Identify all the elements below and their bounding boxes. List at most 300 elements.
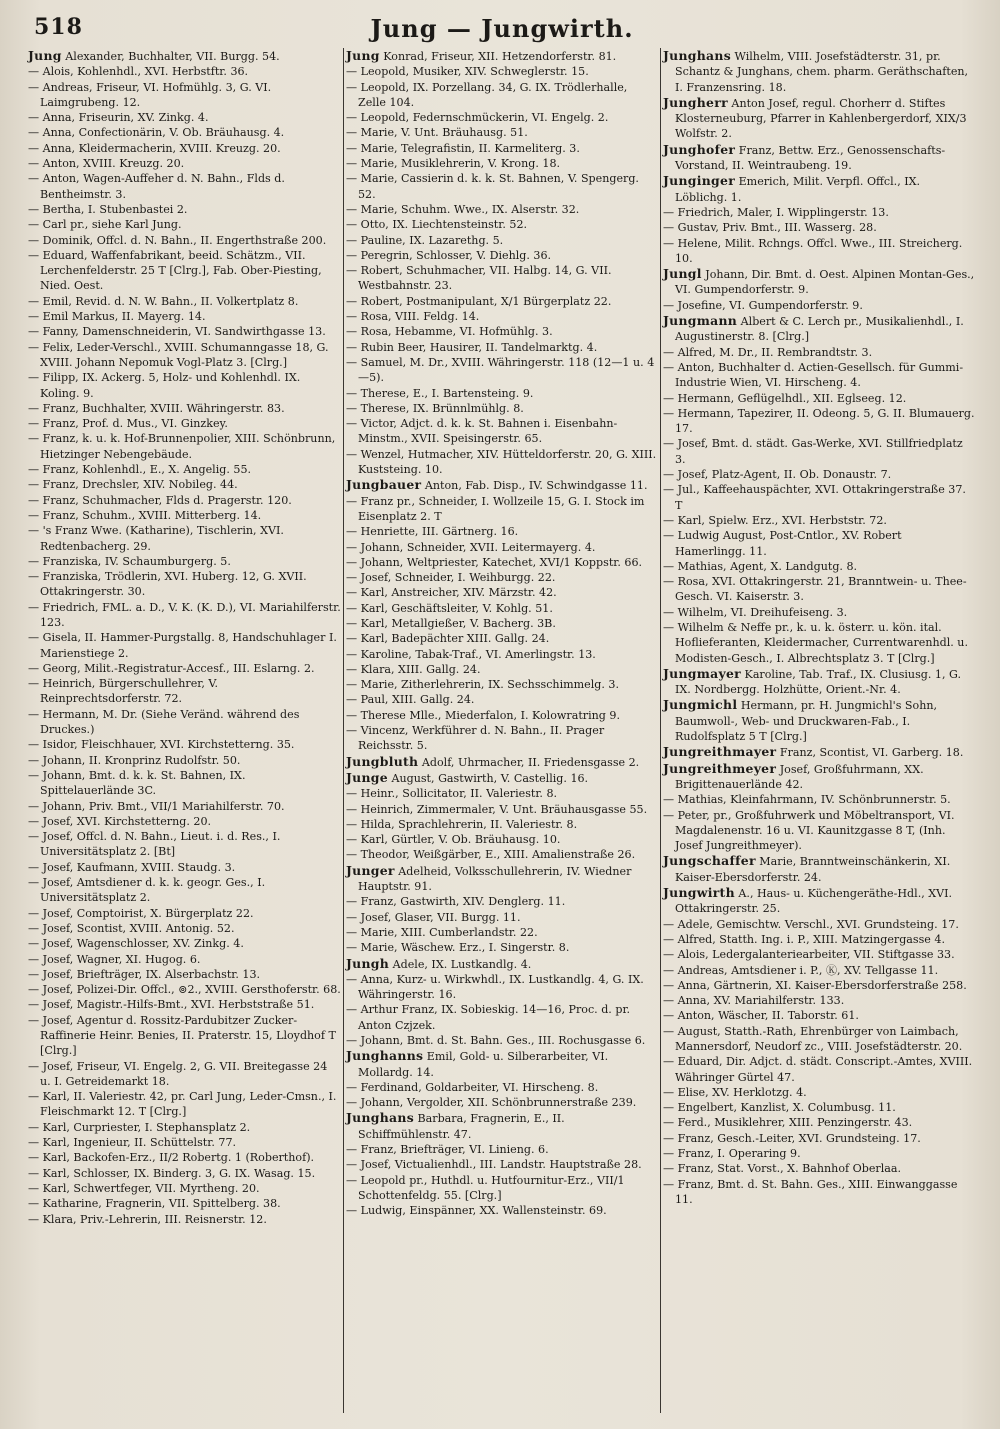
entry-text: — Georg, Milit.-Registratur-Accesf., III. Eslarng. 2. <box>28 661 315 675</box>
entry-surname: Junghanns <box>346 1048 424 1064</box>
entry-text: — Anna, Kleidermacherin, XVIII. Kreuzg. 20. <box>28 141 281 155</box>
entry-text: Franz, Bettw. Erz., Genossenschafts-Vorstand, II. Weintraubeng. 19. <box>675 143 946 173</box>
directory-entry <box>28 1181 341 1196</box>
entry-text: — Pauline, IX. Lazarethg. 5. <box>346 233 504 247</box>
entry-surname: Junghans <box>663 48 731 63</box>
entry-text: — Arthur Franz, IX. Sobieskig. 14—16, Proc. d. pr. Anton Czjzek. <box>346 1003 631 1032</box>
entry-text: — Wenzel, Hutmacher, XIV. Hütteldorferstr. 20, G. XIII. Kuststeing. 10. <box>346 447 657 477</box>
entry-text: — Paul, XIII. Gallg. 24. <box>346 693 475 707</box>
entry-text: — Karl, Schlosser, IX. Binderg. 3, G. IX. Wasag. 15. <box>28 1166 316 1180</box>
entry-text: — Filipp, IX. Ackerg. 5, Holz- und Kohlenhdl. IX. Koling. 9. <box>28 371 301 400</box>
entry-text: — Josef, Platz-Agent, II. Ob. Donaustr. 7. <box>663 468 892 482</box>
entry-text: — Ludwig, Einspänner, XX. Wallensteinstr. 69. <box>346 1204 607 1218</box>
directory-entry <box>28 982 341 997</box>
entry-text: — Engelbert, Kanzlist, X. Columbusg. 11. <box>663 1101 896 1115</box>
entry-text: — Josef, Comptoirist, X. Bürgerplatz 22. <box>28 906 254 920</box>
entry-text: Alexander, Buchhalter, VII. Burgg. 54. <box>61 50 280 63</box>
directory-entry <box>28 707 341 738</box>
entry-text: — Josef, Schneider, I. Weihburgg. 22. <box>346 571 556 585</box>
entry-text: — Josef, Wagenschlosser, XV. Zinkg. 4. <box>28 937 244 951</box>
entry-surname: Jungmayer <box>663 665 741 681</box>
directory-entry <box>346 662 658 677</box>
directory-entry <box>346 110 658 125</box>
directory-entry <box>346 647 658 662</box>
entry-text: — Gisela, II. Hammer-Purgstallg. 8, Handschuhlager I. Marienstiege 2. <box>28 631 337 660</box>
entry-text: — Ferdinand, Goldarbeiter, VI. Hirscheng. 8. <box>346 1080 599 1094</box>
entry-text: — Mathias, Agent, X. Landgutg. 8. <box>663 559 858 573</box>
entry-text: — Johann, II. Kronprinz Rudolfstr. 50. <box>28 753 241 767</box>
page-title: Jung — Jungwirth. <box>370 14 634 43</box>
directory-entry <box>663 559 975 574</box>
entry-text: — Anton, Buchhalter d. Actien-Gesellsch. für Gummi-Industrie Wien, VI. Hirscheng. 4. <box>663 360 964 390</box>
directory-entry <box>346 386 658 401</box>
entry-text: — Leopold, IX. Porzellang. 34, G. IX. Trödlerhalle, Zelle 104. <box>346 80 628 109</box>
entry-text: — August, Statth.-Rath, Ehrenbürger von Laimbach, Mannersdorf, Neudorf zc., VIII. Josefstädterstr. 20. <box>663 1024 963 1053</box>
entry-text: — Rubin Beer, Hausirer, II. Tandelmarktg. 4. <box>346 340 598 354</box>
entry-text: — Samuel, M. Dr., XVIII. Währingerstr. 118 (12—1 u. 4—5). <box>346 355 655 385</box>
directory-entry <box>28 921 341 936</box>
entry-text: — Josef, Scontist, XVIII. Antonig. 52. <box>28 921 235 935</box>
entry-text: — Franz pr., Schneider, I. Wollzeile 15, G. I. Stock im Eisenplatz 2. T <box>346 494 645 523</box>
directory-entry <box>663 236 975 267</box>
directory-entry <box>663 697 975 744</box>
entry-text: — Josef, XVI. Kirchstetterng. 20. <box>28 814 212 828</box>
entry-text: — Peter, pr., Großfuhrwerk und Möbeltransport, VI. Magdalenenstr. 16 u. VI. Kaunitzgasse 8 T, (Inh. Josef Jungreithmeyer). <box>663 808 955 853</box>
directory-entry <box>346 125 658 140</box>
entry-text: — Josef, Friseur, VI. Engelg. 2, G. VII. Breitegasse 24 u. I. Getreidemarkt 18. <box>28 1059 328 1088</box>
entry-text: — Emil, Revid. d. N. W. Bahn., II. Volkertplatz 8. <box>28 294 299 308</box>
directory-entry <box>28 569 341 600</box>
directory-entry <box>663 993 975 1008</box>
entry-text: Marie, Branntweinschänkerin, XI. Kaiser-Ebersdorferstr. 24. <box>675 855 951 884</box>
directory-entry <box>346 601 658 616</box>
directory-entry <box>346 754 658 770</box>
column-3 <box>660 48 977 1413</box>
entry-text: — Otto, IX. Liechtensteinstr. 52. <box>346 218 528 232</box>
directory-entry <box>663 436 975 467</box>
directory-entry <box>28 1212 341 1227</box>
entry-text: — Heinrich, Bürgerschullehrer, V. Reinprechtsdorferstr. 72. <box>28 677 218 706</box>
entry-text: — Karl, Spielw. Erz., XVI. Herbststr. 72. <box>663 513 887 527</box>
directory-entry <box>28 248 341 294</box>
entry-text: — Karl, Backofen-Erz., II/2 Robertg. 1 (Roberthof). <box>28 1151 315 1165</box>
directory-entry <box>28 508 341 523</box>
entry-text: — Johann, Bmt. d. St. Bahn. Ges., III. Rochusgasse 6. <box>346 1034 646 1047</box>
directory-entry <box>346 217 658 232</box>
directory-entry <box>346 910 658 925</box>
entry-text: — Leopold pr., Huthdl. u. Hutfournitur-Erz., VII/1 Schottenfeldg. 55. [Clrg.] <box>346 1173 625 1202</box>
entry-text: — Alfred, M. Dr., II. Rembrandtstr. 3. <box>663 345 873 359</box>
directory-entry <box>28 493 341 508</box>
entry-text: — Karoline, Tabak-Traf., VI. Amerlingstr. 13. <box>346 647 596 661</box>
entry-text: — Fanny, Damenschneiderin, VI. Sandwirthgasse 13. <box>28 325 326 339</box>
directory-entry <box>346 156 658 171</box>
directory-entry <box>663 406 975 437</box>
directory-entry <box>28 676 341 707</box>
entry-text: — Josef, Offcl. d. N. Bahn., Lieut. i. d. Res., I. Universitätsplatz 2. [Bt] <box>28 830 281 859</box>
entry-surname: Junghans <box>346 1110 414 1126</box>
entry-text: — Victor, Adjct. d. k. k. St. Bahnen i. Eisenbahn-Minstm., XVII. Speisingerstr. 65. <box>346 417 618 446</box>
directory-entry <box>346 447 658 478</box>
directory-entry <box>663 620 975 666</box>
directory-entry <box>28 952 341 967</box>
entry-text: — Johann, Priv. Bmt., VII/1 Mariahilferstr. 70. <box>28 799 285 813</box>
directory-entry <box>28 753 341 768</box>
entry-text: A., Haus- u. Küchengeräthe-Hdl., XVI. Ottakringerstr. 25. <box>675 887 953 916</box>
entry-text: — Franz, k. u. k. Hof-Brunnenpolier, XIII. Schönbrunn, Hietzinger Nebengebäude. <box>28 432 336 461</box>
directory-entry <box>346 494 658 525</box>
directory-entry <box>346 692 658 707</box>
directory-entry <box>663 482 975 513</box>
directory-entry <box>28 860 341 875</box>
entry-text: — Johann, Bmt. d. k. k. St. Bahnen, IX. Spittelauerlände 3C. <box>28 768 246 798</box>
entry-text: — Anna, Kurz- u. Wirkwhdl., IX. Lustkandlg. 4, G. IX. Währingerstr. 16. <box>346 972 644 1002</box>
directory-entry <box>28 462 341 477</box>
entry-text: — Emil Markus, II. Mayerg. 14. <box>28 310 206 324</box>
entry-text: — Franz, Buchhalter, XVIII. Währingerstr. 83. <box>28 401 285 415</box>
directory-entry <box>346 202 658 217</box>
entry-text: — Karl, Geschäftsleiter, V. Kohlg. 51. <box>346 601 553 615</box>
entry-text: — Ferd., Musiklehrer, XIII. Penzingerstr. 43. <box>663 1116 913 1130</box>
directory-entry <box>663 345 975 360</box>
entry-text: — Franz, Briefträger, VI. Linieng. 6. <box>346 1143 549 1157</box>
entry-text: — Theodor, Weißgärber, E., XIII. Amalienstraße 26. <box>346 848 636 862</box>
directory-entry <box>663 744 975 760</box>
directory-entry <box>28 477 341 492</box>
directory-entry <box>346 585 658 600</box>
directory-entry <box>346 1142 658 1157</box>
entry-text: — Franz, Schuhmacher, Flds d. Pragerstr. 120. <box>28 493 292 507</box>
entry-text: Johann, Dir. Bmt. d. Oest. Alpinen Montan-Ges., VI. Gumpendorferstr. 9. <box>675 268 975 297</box>
entry-text: — Heinrich, Zimmermaler, V. Unt. Bräuhausgasse 55. <box>346 802 648 816</box>
entry-surname: Jungreithmayer <box>663 744 777 760</box>
directory-entry <box>346 570 658 585</box>
directory-entry <box>663 360 975 391</box>
directory-entry <box>28 80 341 111</box>
entry-text: — Josef, Briefträger, IX. Alserbachstr. 13. <box>28 967 261 981</box>
entry-text: — Josef, Polizei-Dir. Offcl., ⊚2., XVIII. Gersthoferstr. 68. <box>28 983 341 997</box>
entry-text: — Therese Mlle., Miederfalon, I. Kolowratring 9. <box>346 708 620 722</box>
directory-entry <box>28 1150 341 1165</box>
directory-entry <box>28 64 341 79</box>
directory-entry <box>28 661 341 676</box>
entry-text: — Franz, Gesch.-Leiter, XVI. Grundsteing. 17. <box>663 1131 921 1145</box>
directory-entry <box>663 978 975 993</box>
entry-text: Hermann, pr. H. Jungmichl's Sohn, Baumwoll-, Web- und Druckwaren-Fab., I. Rudolfsplatz 5 T [Clrg.] <box>675 699 938 744</box>
directory-entry <box>28 294 341 309</box>
directory-entry <box>346 324 658 339</box>
entry-text: — Josef, Wagner, XI. Hugog. 6. <box>28 952 201 966</box>
directory-entry <box>346 355 658 386</box>
directory-entry <box>663 313 975 345</box>
entry-text: — Josef, Kaufmann, XVIII. Staudg. 3. <box>28 860 236 874</box>
directory-entry <box>28 1166 341 1181</box>
directory-entry <box>28 997 341 1012</box>
entry-text: — Vincenz, Werkführer d. N. Bahn., II. Prager Reichsstr. 5. <box>346 724 605 753</box>
entry-text: — Marie, Schuhm. Wwe., IX. Alserstr. 32. <box>346 202 580 216</box>
entry-text: — Karl, Ingenieur, II. Schüttelstr. 77. <box>28 1136 237 1150</box>
directory-entry <box>28 737 341 752</box>
directory-entry <box>663 467 975 482</box>
entry-text: — Rosa, VIII. Feldg. 14. <box>346 310 480 324</box>
entry-surname: Junge <box>346 769 388 785</box>
directory-entry <box>346 770 658 786</box>
entry-text: — Peregrin, Schlosser, V. Diehlg. 36. <box>346 248 552 262</box>
directory-entry <box>346 294 658 309</box>
entry-text: Albert & C. Lerch pr., Musikalienhdl., I. Augustinerstr. 8. [Clrg.] <box>675 315 964 344</box>
directory-entry <box>663 95 975 142</box>
entry-text: — Hermann, M. Dr. (Siehe Veränd. während des Druckes.) <box>28 707 300 737</box>
entry-text: — Rosa, Hebamme, VI. Hofmühlg. 3. <box>346 325 553 339</box>
directory-entry <box>28 799 341 814</box>
entry-text: — Mathias, Kleinfahrmann, IV. Schönbrunnerstr. 5. <box>663 793 951 807</box>
entry-text: — Karl, Curpriester, I. Stephansplatz 2. <box>28 1120 251 1134</box>
directory-entry <box>663 1177 975 1208</box>
directory-entry <box>663 1100 975 1115</box>
directory-entry <box>346 631 658 646</box>
directory-entry <box>28 416 341 431</box>
entry-text: Adele, IX. Lustkandlg. 4. <box>389 957 532 971</box>
directory-entry <box>28 906 341 921</box>
entry-text: — Adele, Gemischtw. Verschl., XVI. Grundsteing. 17. <box>663 917 959 931</box>
entry-surname: Jungwirth <box>663 885 735 901</box>
directory-entry <box>663 1161 975 1176</box>
directory-entry <box>28 141 341 156</box>
directory-entry <box>346 524 658 539</box>
directory-entry <box>346 925 658 940</box>
directory-entry <box>663 917 975 932</box>
directory-entry <box>346 708 658 723</box>
entry-surname: Jungherr <box>663 94 728 110</box>
entry-text: — Andreas, Amtsdiener i. P., Ⓚ, XV. Tellgasse 11. <box>663 963 939 977</box>
entry-text: — Friedrich, FML. a. D., V. K. (K. D.), VI. Mariahilferstr. 123. <box>28 600 341 629</box>
directory-entry <box>346 616 658 631</box>
entry-text: Anton Josef, regul. Chorherr d. Stiftes Klosterneuburg, Pfarrer in Kahlenbergerdorf, XIX/3 Wolfstr. 2. <box>675 96 967 141</box>
entry-text: — Gustav, Priv. Bmt., III. Wasserg. 28. <box>663 221 877 235</box>
directory-entry <box>346 956 658 972</box>
entry-text: — Therese, E., I. Bartensteing. 9. <box>346 386 534 400</box>
entry-text: — Franziska, IV. Schaumburgerg. 5. <box>28 554 231 568</box>
entry-text: — Marie, Wäschew. Erz., I. Singerstr. 8. <box>346 941 570 955</box>
directory-entry <box>28 936 341 951</box>
directory-entry <box>663 220 975 235</box>
directory-entry <box>346 972 658 1003</box>
entry-text: Franz, Scontist, VI. Garberg. 18. <box>776 746 964 760</box>
directory-entry <box>663 1024 975 1055</box>
directory-entry <box>663 1131 975 1146</box>
entry-text: — Franz, Gastwirth, XIV. Denglerg. 11. <box>346 895 566 909</box>
entry-text: — Bertha, I. Stubenbastei 2. <box>28 202 188 216</box>
entry-surname: Jungmichl <box>663 697 738 713</box>
entry-surname: Junger <box>346 862 395 878</box>
entry-text: — Therese, IX. Brünnlmühlg. 8. <box>346 401 524 415</box>
directory-entry <box>663 1146 975 1161</box>
directory-entry <box>346 48 658 64</box>
entry-text: — Alfred, Statth. Ing. i. P., XIII. Matzingergasse 4. <box>663 932 945 946</box>
directory-entry <box>663 391 975 406</box>
directory-entry <box>663 574 975 605</box>
entry-surname: Jungl <box>663 266 702 282</box>
directory-entry <box>346 832 658 847</box>
directory-entry <box>346 786 658 801</box>
entry-text: — Anton, XVIII. Kreuzg. 20. <box>28 157 185 171</box>
directory-entry <box>663 205 975 220</box>
directory-entry <box>663 885 975 917</box>
entry-surname: Jungmann <box>663 313 738 329</box>
entry-text: — Wilhelm & Neffe pr., k. u. k. österr. u. kön. ital. Hoflieferanten, Kleidermacher, Currentwarenhdl. u. Modisten-Gesch., I. Albrechtsplatz 3. T [Clrg.] <box>663 620 968 665</box>
entry-surname: Jungbauer <box>346 477 422 493</box>
directory-entry <box>346 940 658 955</box>
directory-entry <box>28 1089 341 1120</box>
directory-entry <box>663 298 975 313</box>
entry-surname: Jungh <box>346 955 390 971</box>
directory-entry <box>346 309 658 324</box>
directory-entry <box>346 263 658 294</box>
entry-text: Barbara, Fragnerin, E., II. Schiffmühlenstr. 47. <box>358 1112 565 1141</box>
entry-text: — Karl, Metallgießer, V. Bacherg. 3B. <box>346 616 556 630</box>
entry-text: — Franz, Bmt. d. St. Bahn. Ges., XIII. Einwanggasse 11. <box>663 1177 958 1206</box>
page-number: 518 <box>34 14 83 40</box>
entry-text: — Anna, Friseurin, XV. Zinkg. 4. <box>28 111 209 125</box>
entry-text: — Johann, Weltpriester, Katechet, XVI/1 Koppstr. 66. <box>346 555 643 569</box>
directory-entry <box>663 1115 975 1130</box>
directory-entry <box>28 967 341 982</box>
directory-entry <box>28 600 341 631</box>
directory-entry <box>28 554 341 569</box>
entry-text: — Josef, Amtsdiener d. k. k. geogr. Ges., I. Universitätsplatz 2. <box>28 876 266 905</box>
directory-entry <box>346 677 658 692</box>
entry-text: — Alois, Kohlenhdl., XVI. Herbstftr. 36. <box>28 65 249 79</box>
entry-text: — Eduard, Dir. Adjct. d. städt. Conscript.-Amtes, XVIII. Währinger Gürtel 47. <box>663 1055 973 1084</box>
directory-entry <box>663 963 975 978</box>
directory-entry <box>663 761 975 793</box>
directory-entry <box>346 1033 658 1048</box>
directory-entry <box>663 666 975 698</box>
entry-text: — Dominik, Offcl. d. N. Bahn., II. Engerthstraße 200. <box>28 233 327 247</box>
entry-text: — Franz, Kohlenhdl., E., X. Angelig. 55. <box>28 463 252 477</box>
directory-entry <box>28 1013 341 1059</box>
directory-entry <box>346 817 658 832</box>
directory-entry <box>28 217 341 232</box>
directory-entry <box>28 1120 341 1135</box>
entry-text: — Karl, II. Valeriestr. 42, pr. Carl Jung, Leder-Cmsn., I. Fleischmarkt 12. T [Clrg.] <box>28 1090 337 1119</box>
entry-text: — Rosa, XVI. Ottakringerstr. 21, Branntwein- u. Thee-Gesch. VI. Kaiserstr. 3. <box>663 575 967 604</box>
entry-text: — Henriette, III. Gärtnerg. 16. <box>346 525 519 539</box>
entry-text: — Josef, Agentur d. Rossitz-Pardubitzer Zucker-Raffinerie Heinr. Benies, II. Praterstr. 15, Lloydhof T [Clrg.] <box>28 1013 336 1058</box>
entry-text: — 's Franz Wwe. (Katharine), Tischlerin, XVI. Redtenbacherg. 29. <box>28 524 284 553</box>
directory-entry <box>663 947 975 962</box>
entry-text: — Franz, Prof. d. Mus., VI. Ginzkey. <box>28 417 228 431</box>
entry-text: August, Gastwirth, V. Castellig. 16. <box>387 771 589 785</box>
directory-entry <box>346 248 658 263</box>
entry-text: Wilhelm, VIII. Josefstädterstr. 31, pr. Schantz & Junghans, chem. pharm. Geräthschaften, I. Franzensring. 18. <box>675 50 969 94</box>
entry-surname: Jungbluth <box>346 753 419 769</box>
directory-entry <box>346 340 658 355</box>
entry-text: — Hermann, Tapezirer, II. Odeong. 5, G. II. Blumauerg. 17. <box>663 406 975 436</box>
entry-text: Emerich, Milit. Verpfl. Offcl., IX. Löblichg. 1. <box>675 175 921 204</box>
directory-entry <box>28 125 341 140</box>
directory-entry <box>28 48 341 64</box>
entry-text: — Eduard, Waffenfabrikant, beeid. Schätzm., VII. Lerchenfelderstr. 25 T [Clrg.], Fab. Ober-Piesting, Nied. Oest. <box>28 248 322 293</box>
directory-entry <box>346 863 658 895</box>
directory-entry <box>663 513 975 528</box>
entry-text: — Marie, Cassierin d. k. k. St. Bahnen, V. Spengerg. 52. <box>346 172 639 201</box>
entry-text: — Helene, Milit. Rchngs. Offcl. Wwe., III. Streicherg. 10. <box>663 236 963 265</box>
page-header <box>26 8 978 48</box>
entry-text: — Anna, Confectionärin, V. Ob. Bräuhausg. 4. <box>28 126 285 140</box>
directory-entry <box>28 324 341 339</box>
entry-text: — Anna, XV. Mariahilferstr. 133. <box>663 994 845 1008</box>
entry-text: — Carl pr., siehe Karl Jung. <box>28 218 182 232</box>
directory-entry <box>28 171 341 202</box>
directory-entry <box>28 875 341 906</box>
entry-text: Adelheid, Volksschullehrerin, IV. Wiedner Hauptstr. 91. <box>358 864 632 894</box>
directory-entry <box>663 932 975 947</box>
directory-entry <box>28 202 341 217</box>
entry-text: — Josef, Bmt. d. städt. Gas-Werke, XVI. Stillfriedplatz 3. <box>663 437 963 466</box>
directory-entry <box>663 173 975 205</box>
directory-entry <box>663 1054 975 1085</box>
entry-text: — Josef, Glaser, VII. Burgg. 11. <box>346 910 521 924</box>
directory-entry <box>663 853 975 885</box>
entry-text: — Leopold, Federnschmückerin, VI. Engelg. 2. <box>346 111 609 125</box>
entry-text: — Heinr., Sollicitator, II. Valeriestr. 8. <box>346 787 558 801</box>
entry-text: — Franz, Schuhm., XVIII. Mitterberg. 14. <box>28 508 262 522</box>
directory-entry <box>346 477 658 493</box>
entry-text: — Katharine, Fragnerin, VII. Spittelberg. 38. <box>28 1197 281 1211</box>
directory-entry <box>346 80 658 111</box>
directory-entry <box>28 309 341 324</box>
directory-entry <box>663 142 975 174</box>
entry-text: — Johann, Schneider, XVII. Leitermayerg. 4. <box>346 540 596 554</box>
directory-entry <box>346 723 658 754</box>
entry-text: — Franz, I. Operaring 9. <box>663 1147 801 1161</box>
entry-text: — Marie, Musiklehrerin, V. Krong. 18. <box>346 157 561 171</box>
entry-text: — Franz, Stat. Vorst., X. Bahnhof Oberlaa. <box>663 1162 901 1176</box>
entry-text: — Leopold, Musiker, XIV. Schweglerstr. 15. <box>346 65 589 79</box>
directory-entry <box>346 540 658 555</box>
entry-text: — Marie, Telegrafistin, II. Karmeliterg. 3. <box>346 141 580 155</box>
directory-entry <box>346 1157 658 1172</box>
entry-text: Anton, Fab. Disp., IV. Schwindgasse 11. <box>421 479 648 493</box>
entry-text: — Elise, XV. Herklotzg. 4. <box>663 1085 807 1099</box>
directory-entry <box>28 1135 341 1150</box>
directory-entry <box>28 110 341 125</box>
column-2 <box>343 48 660 1413</box>
directory-entry <box>28 630 341 661</box>
entry-text: — Marie, Zitherlehrerin, IX. Sechsschimmelg. 3. <box>346 678 620 692</box>
directory-entry <box>663 266 975 298</box>
entry-text: — Isidor, Fleischhauer, XVI. Kirchstetterng. 35. <box>28 738 295 752</box>
entry-text: — Robert, Schuhmacher, VII. Halbg. 14, G. VII. Westbahnstr. 23. <box>346 264 612 293</box>
entry-surname: Junghofer <box>663 141 736 157</box>
entry-text: — Ludwig August, Post-Cntlor., XV. Robert Hamerlingg. 11. <box>663 529 902 558</box>
directory-entry <box>28 523 341 554</box>
directory-entry <box>28 156 341 171</box>
directory-entry <box>346 1048 658 1080</box>
entry-text: — Josef, Victualienhdl., III. Landstr. Hauptstraße 28. <box>346 1158 642 1172</box>
entry-text: — Hermann, Geflügelhdl., XII. Eglseeg. 12. <box>663 391 907 405</box>
directory-entry <box>346 171 658 202</box>
directory-entry <box>663 605 975 620</box>
entry-text: — Felix, Leder-Verschl., XVIII. Schumanngasse 18, G. XVIII. Johann Nepomuk Vogl-Platz 3. [Clrg.] <box>28 340 329 369</box>
columns <box>26 48 978 1413</box>
entry-text: — Klara, XIII. Gallg. 24. <box>346 662 481 676</box>
entry-surname: Jungreithmeyer <box>663 760 777 776</box>
entry-text: — Marie, XIII. Cumberlandstr. 22. <box>346 925 538 939</box>
directory-entry <box>28 431 341 462</box>
entry-text: — Franz, Drechsler, XIV. Nobileg. 44. <box>28 478 238 492</box>
